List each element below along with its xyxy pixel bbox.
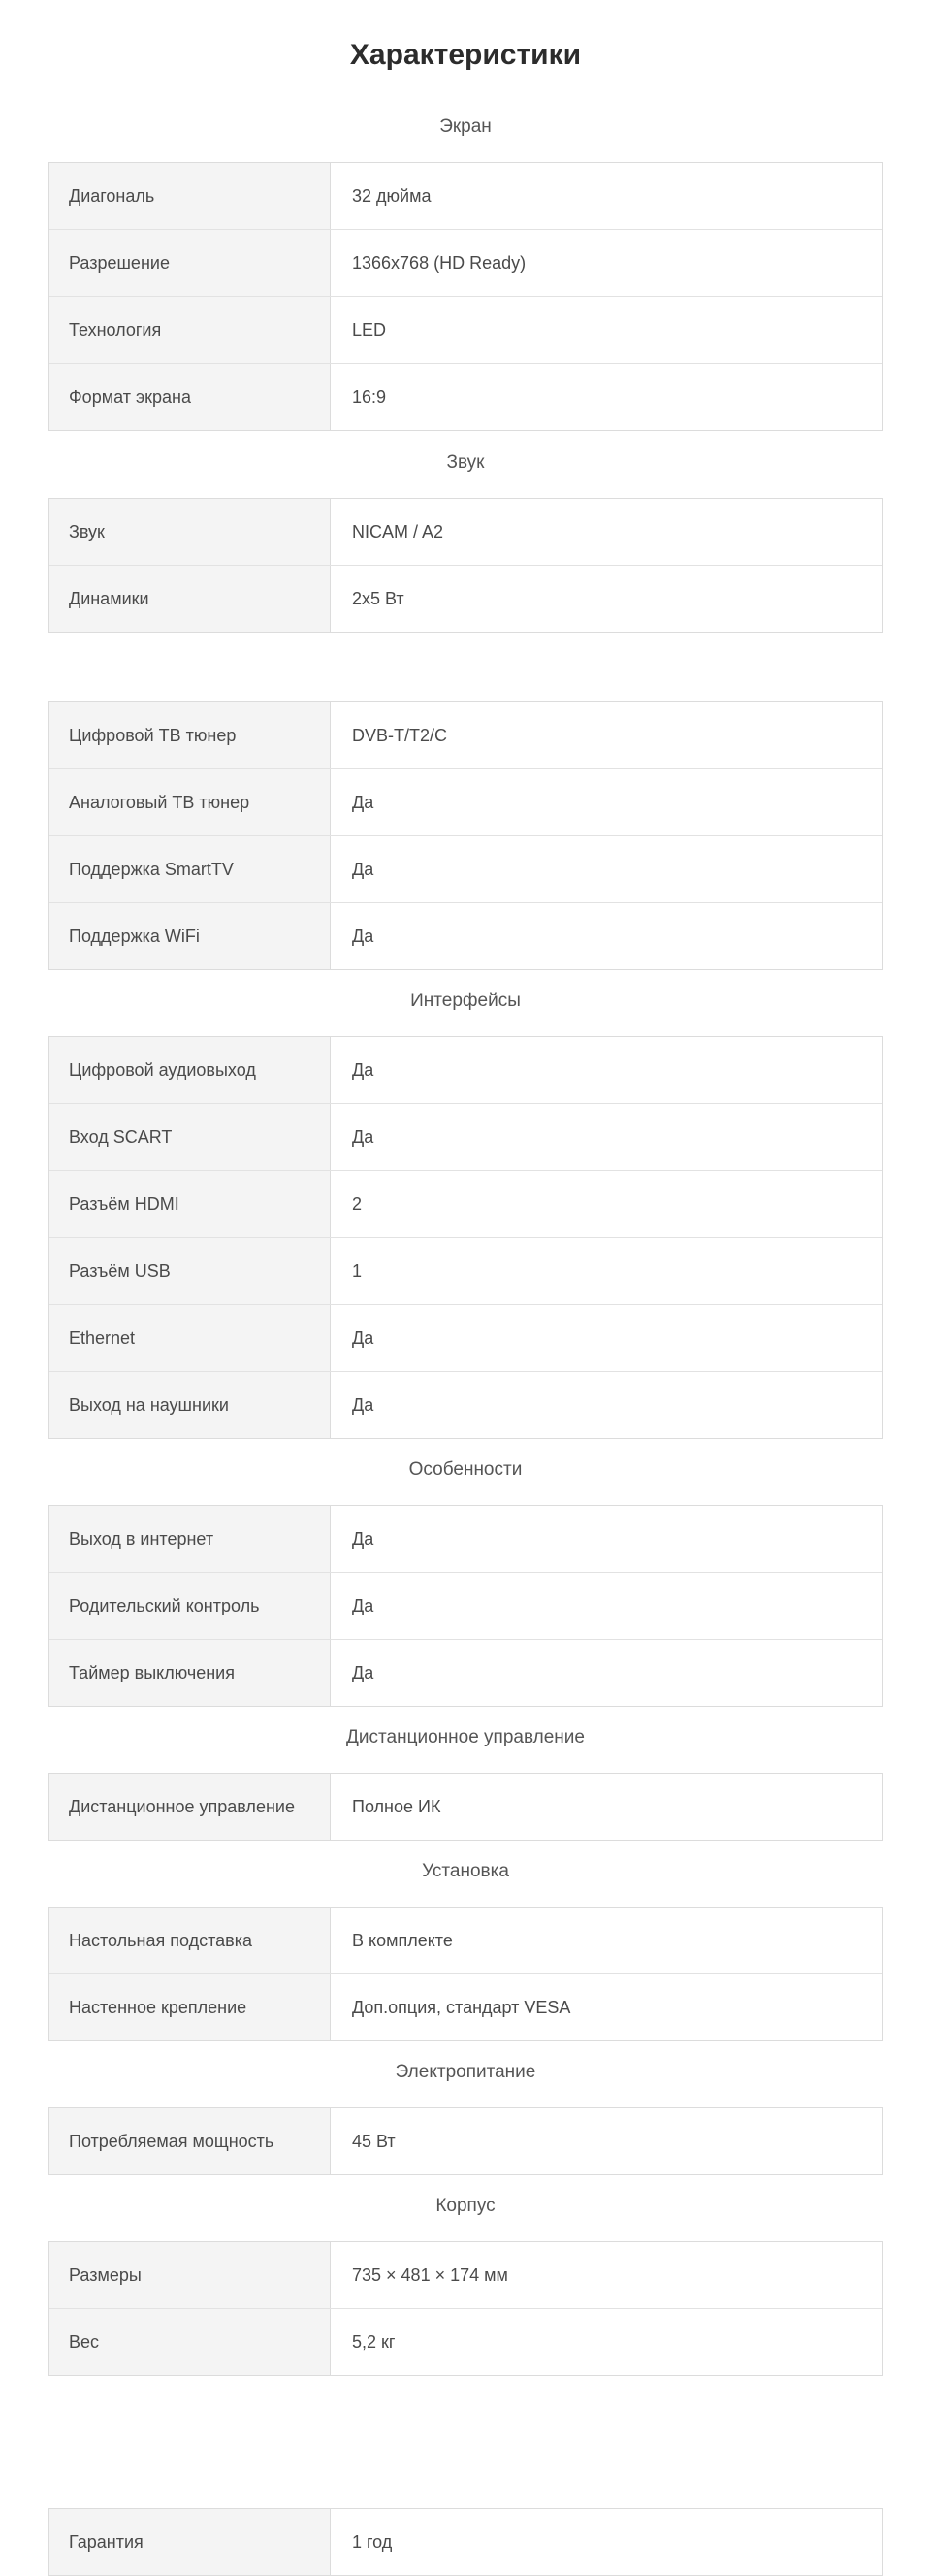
spec-name: Таймер выключения bbox=[49, 1640, 331, 1706]
spec-value: 1366x768 (HD Ready) bbox=[352, 252, 527, 273]
spec-name: Разрешение bbox=[49, 230, 331, 296]
spec-name: Вход SCART bbox=[49, 1104, 331, 1170]
table-row bbox=[49, 163, 882, 229]
spec-value: 735 × 481 × 174 мм bbox=[352, 2265, 508, 2285]
spec-name: Цифровой ТВ тюнер bbox=[49, 702, 331, 768]
spec-value: В комплекте bbox=[352, 1930, 453, 1950]
spec-name: Поддержка WiFi bbox=[49, 903, 331, 969]
table-row bbox=[49, 229, 882, 296]
table-row bbox=[49, 499, 882, 565]
spec-table bbox=[48, 701, 883, 970]
spec-value: Да bbox=[352, 1327, 374, 1348]
spec-value: 1 год bbox=[352, 2531, 393, 2552]
spec-table bbox=[48, 2241, 883, 2376]
spec-name: Потребляемая мощность bbox=[49, 2108, 331, 2174]
spec-value: Да bbox=[352, 1394, 374, 1415]
spec-value: NICAM / A2 bbox=[352, 521, 444, 541]
spec-table bbox=[48, 1907, 883, 2041]
spec-name: Динамики bbox=[49, 566, 331, 632]
spec-value: Да bbox=[352, 792, 374, 812]
table-row bbox=[49, 2509, 882, 2575]
section-title: Интерфейсы bbox=[410, 991, 521, 1011]
spec-name: Ethernet bbox=[49, 1305, 331, 1371]
section-title: Экран bbox=[439, 116, 492, 137]
table-row bbox=[49, 1237, 882, 1304]
spec-section bbox=[0, 449, 931, 633]
table-row bbox=[49, 565, 882, 632]
spec-value: 5,2 кг bbox=[352, 2331, 396, 2352]
section-title bbox=[0, 2460, 931, 2487]
spec-name: Гарантия bbox=[49, 2509, 331, 2575]
spec-section bbox=[0, 1858, 931, 2041]
spec-value: 2x5 Вт bbox=[352, 588, 404, 608]
table-row bbox=[49, 2242, 882, 2308]
section-title: Корпус bbox=[435, 2196, 496, 2216]
spec-name: Разъём USB bbox=[49, 1238, 331, 1304]
spec-table bbox=[48, 2508, 883, 2576]
spec-section bbox=[0, 2059, 931, 2175]
section-title: Особенности bbox=[408, 1459, 523, 1480]
spec-section bbox=[0, 2193, 931, 2376]
spec-section bbox=[0, 988, 931, 1439]
table-row bbox=[49, 1371, 882, 1438]
table-row bbox=[49, 1639, 882, 1706]
spec-name: Выход на наушники bbox=[49, 1372, 331, 1438]
spec-table bbox=[48, 1773, 883, 1841]
section-title bbox=[0, 653, 931, 680]
table-row bbox=[49, 1170, 882, 1237]
spec-value: Да bbox=[352, 1060, 374, 1080]
spec-value: Да bbox=[352, 1595, 374, 1615]
spec-value: Да bbox=[352, 926, 374, 946]
table-row bbox=[49, 835, 882, 902]
spec-value: 1 bbox=[352, 1260, 363, 1281]
spec-table bbox=[48, 162, 883, 431]
spec-name: Дистанционное управление bbox=[49, 1774, 331, 1840]
table-row bbox=[49, 702, 882, 768]
spec-section bbox=[0, 114, 931, 431]
spec-table bbox=[48, 1036, 883, 1439]
spec-name: Родительский контроль bbox=[49, 1573, 331, 1639]
spec-value: 32 дюйма bbox=[352, 185, 432, 206]
spec-value: Да bbox=[352, 1126, 374, 1147]
spec-section bbox=[0, 1724, 931, 1841]
table-row bbox=[49, 1908, 882, 1973]
spec-name: Аналоговый ТВ тюнер bbox=[49, 769, 331, 835]
section-title: Электропитание bbox=[395, 2062, 536, 2082]
table-row bbox=[49, 768, 882, 835]
table-row bbox=[49, 296, 882, 363]
spec-name: Настольная подставка bbox=[49, 1908, 331, 1973]
spec-name: Размеры bbox=[49, 2242, 331, 2308]
spec-value: Да bbox=[352, 859, 374, 879]
table-row bbox=[49, 902, 882, 969]
spec-value: Да bbox=[352, 1528, 374, 1549]
section-title: Звук bbox=[446, 452, 485, 473]
spec-name: Настенное крепление bbox=[49, 1974, 331, 2040]
spec-name: Цифровой аудиовыход bbox=[49, 1037, 331, 1103]
spec-value: 16:9 bbox=[352, 386, 387, 407]
spec-name: Вес bbox=[49, 2309, 331, 2375]
spec-section bbox=[0, 1456, 931, 1707]
section-title: Установка bbox=[422, 1861, 509, 1881]
spec-table bbox=[48, 1505, 883, 1707]
spec-name: Формат экрана bbox=[49, 364, 331, 430]
spec-value: Полное ИК bbox=[352, 1796, 441, 1816]
spec-section bbox=[0, 2460, 931, 2576]
table-row bbox=[49, 1973, 882, 2040]
table-row bbox=[49, 363, 882, 430]
spec-section bbox=[0, 653, 931, 970]
table-row bbox=[49, 1774, 882, 1840]
spec-table bbox=[48, 2107, 883, 2175]
spec-value: Доп.опция, стандарт VESA bbox=[352, 1997, 571, 2017]
table-row bbox=[49, 1506, 882, 1572]
spec-name: Разъём HDMI bbox=[49, 1171, 331, 1237]
spec-name: Звук bbox=[49, 499, 331, 565]
spec-name: Технология bbox=[49, 297, 331, 363]
table-row bbox=[49, 2308, 882, 2375]
table-row bbox=[49, 1304, 882, 1371]
table-row bbox=[49, 1103, 882, 1170]
spec-name: Диагональ bbox=[49, 163, 331, 229]
spec-value: DVB-T/T2/C bbox=[352, 725, 448, 745]
spec-table bbox=[48, 498, 883, 633]
table-row bbox=[49, 1037, 882, 1103]
section-title: Дистанционное управление bbox=[346, 1727, 585, 1747]
spec-value: LED bbox=[352, 319, 387, 340]
spec-value: 45 Вт bbox=[352, 2131, 396, 2151]
page-title: Характеристики bbox=[349, 39, 582, 71]
spec-value: Да bbox=[352, 1662, 374, 1682]
table-row bbox=[49, 2108, 882, 2174]
spec-value: 2 bbox=[352, 1193, 363, 1214]
spec-name: Поддержка SmartTV bbox=[49, 836, 331, 902]
table-row bbox=[49, 1572, 882, 1639]
spec-name: Выход в интернет bbox=[49, 1506, 331, 1572]
